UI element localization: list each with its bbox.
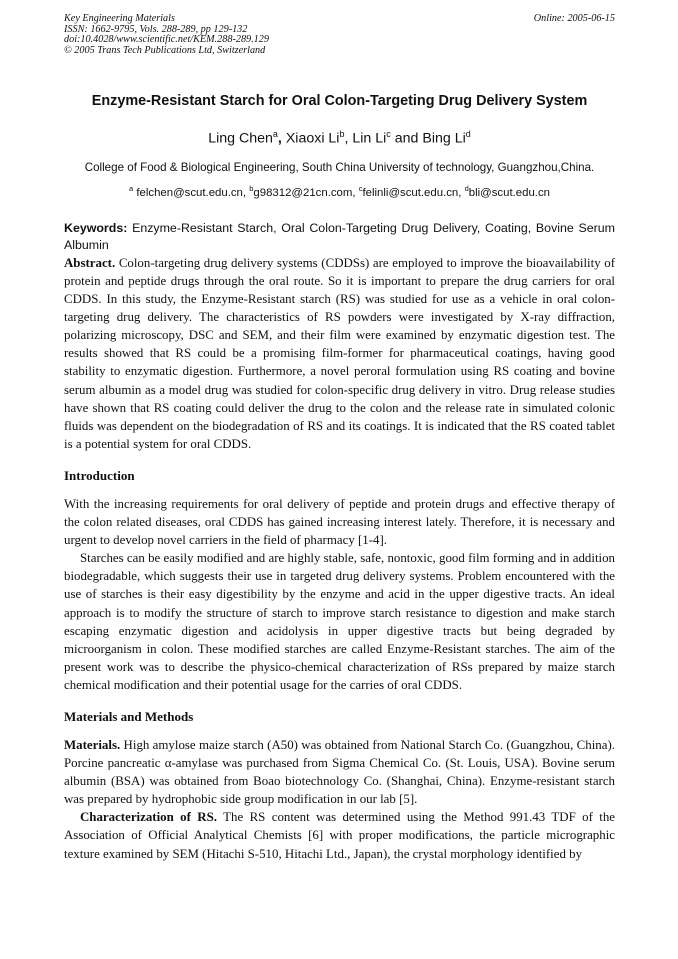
keywords	[64, 220, 615, 254]
doi-line: doi:10.4028/www.scientific.net/KEM.288-289.129	[64, 34, 269, 46]
characterization-paragraph	[64, 808, 615, 862]
email-mark: b	[249, 184, 254, 194]
email-mark: c	[358, 184, 363, 194]
author-name: Ling Chen	[208, 131, 273, 148]
paper-title: Enzyme-Resistant Starch for Oral Colon-Targeting Drug Delivery System	[91, 93, 588, 110]
introduction-heading: Introduction	[64, 467, 135, 483]
journal-header	[64, 14, 615, 56]
intro-paragraph-2: Starches can be easily modified and are highly stable, safe, nontoxic, good film forming and in addition biodegradable, which suggests their use in targeted drug delivery systems. Problem encountered with the use of starches is their easy digestibility by the enzyme and acid in the upper digestive tracts. An ideal approach is to modify the structure of starch to improve starch resistance to digestion and make starch escaping enzymatic digestion and acidolysis in upper digestive tracts but being degraded by microorganism in colon. These modified starches are called Enzyme-Resistant starches. The aim of the present work was to describe the physico-chemical characterization of RSs prepared by maize starch chemical modification and their potential usage for the carries of oral CDDS.	[64, 551, 615, 692]
online-date: Online: 2005-06-15	[533, 13, 615, 24]
keywords-label: Keywords:	[64, 220, 128, 235]
email-address: bli@scut.edu.cn	[468, 186, 550, 199]
characterization-text: The RS content was determined using the Method 991.43 TDF of the Association of Official Analytical Chemists [6] with proper modifications, the particle micrographic texture examined by SEM (Hitachi S-510, Hitachi Ltd., Japan), the crystal morphology identified by	[64, 810, 615, 861]
author-mark: d	[465, 129, 471, 140]
email-address: g98312@21cn.com	[253, 186, 353, 199]
email-mark: d	[464, 184, 469, 194]
author-list: Ling Chen$^a$, Xiaoxi Li$^b$, Lin Li$^c$ and Bing Li$^d$	[208, 129, 471, 148]
email-mark: a	[129, 184, 134, 194]
abstract-text: Colon-targeting drug delivery systems (CDDSs) are employed to improve the bioavailability of protein and peptide drugs through the oral route. So it is important to prepare the drug carriers for oral CDDS. In this study, the Enzyme-Resistant starch (RS) was studied for use as a vehicle in oral colon-targeting drug delivery. The characteristics of RS powders were investigated by X-ray diffraction, polarizing microscopy, DSC and SEM, and their film were examined by enzymatic digestion test. The results showed that RS could be a promising film-former for pharmaceutical coatings, having good stability to enzymatic digestion. Furthermore, a novel peroral formulation using RS coating and bovine serum albumin as a model drug was studied for colon-specific drug delivery in vitro. Drug release studies have shown that RS coating could deliver the drug to the colon and the release rate in simulated colonic fluids was dependent on the biodegradation of RS and its coatings. It is indicated that the RS coated tablet is a potential system for oral CDDS.	[64, 255, 615, 451]
materials-label: Materials.	[64, 737, 121, 752]
author-mark: a	[272, 129, 278, 140]
author-mark: b	[339, 129, 345, 140]
author-mark: c	[386, 129, 391, 140]
abstract	[64, 254, 615, 453]
abstract-label: Abstract.	[64, 255, 116, 270]
author-name: Lin Li	[352, 131, 387, 148]
issn-line: ISSN: 1662-9795, Vols. 288-289, pp 129-132	[64, 23, 248, 35]
copyright-line: © 2005 Trans Tech Publications Ltd, Switzerland	[64, 44, 266, 56]
journal-name: Key Engineering Materials	[64, 13, 175, 24]
characterization-label: Characterization of RS.	[80, 810, 217, 825]
methods-heading: Materials and Methods	[64, 708, 194, 724]
keywords-text: Enzyme-Resistant Starch, Oral Colon-Targeting Drug Delivery, Coating, Bovine Serum Albumin	[64, 220, 615, 252]
materials-paragraph	[64, 736, 615, 808]
email-address: felinli@scut.edu.cn	[362, 186, 459, 199]
email-list: $^a$ felchen@scut.edu.cn, $^b$g98312@21cn.com, $^c$felinli@scut.edu.cn, $^d$bli@scut.edu.cn	[129, 184, 550, 199]
intro-paragraph-1: With the increasing requirements for oral delivery of peptide and protein drugs and effective therapy of the colon related diseases, oral CDDS has gained increasing interest lately. Therefore, it is necessary and urgent to develop novel carriers in the field of pharmacy [1-4].	[64, 496, 615, 548]
affiliation: College of Food & Biological Engineering, South China University of technology, Guangzhou,China.	[84, 161, 595, 175]
paper-page	[64, 14, 615, 863]
author-name: Xiaoxi Li	[285, 131, 340, 148]
materials-text: High amylose maize starch (A50) was obtained from National Starch Co. (Guangzhou, China). Porcine pancreatic α-amylase was purchased from Sigma Chemical Co. (St. Louis, USA). Bovine serum albumin (BSA) was obtained from Boao biotechnology Co. (Shanghai, China). Enzyme-resistant starch was prepared by hydrophobic side group modification in our lab [5].	[64, 737, 615, 807]
email-address: felchen@scut.edu.cn	[136, 186, 243, 199]
author-name: Bing Li	[422, 131, 466, 148]
